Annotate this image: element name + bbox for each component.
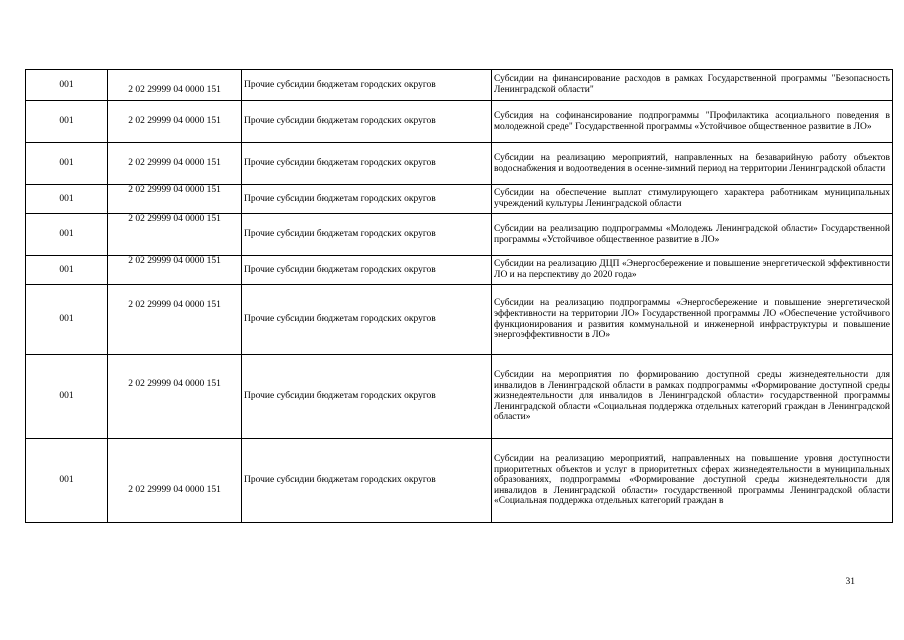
kbk-cell: 2 02 29999 04 0000 151 (108, 101, 242, 143)
table-row (26, 355, 893, 439)
table-row (26, 256, 893, 285)
income-name-cell: Прочие субсидии бюджетам городских округов (242, 185, 492, 214)
description-cell: Субсидии на реализацию мероприятий, направленных на повышение уровня доступности приоритетных объектов и услуг в приоритетных сферах жизнедеятельности в муниципальных образованиях, подпрограммы «Формирование доступной среды жизнедеятельности для инвалидов в Ленинградской области» государственной программы Ленинградской области «Социальная поддержка отдельных категорий граждан в (492, 439, 893, 523)
page-number: 31 (845, 577, 855, 587)
admin-code-cell: 001 (26, 285, 108, 355)
description-cell: Субсидии на мероприятия по формированию доступной среды жизнедеятельности для инвалидов в Ленинградской области в рамках подпрограммы «Формирование доступной среды жизнедеятельности для инвалидов в Ленинградской области» государственной программы Ленинградской области «Социальная поддержка отдельных категорий граждан в Ленинградской области» (492, 355, 893, 439)
admin-code-cell: 001 (26, 214, 108, 256)
kbk-cell: 2 02 29999 04 0000 151 (108, 355, 242, 439)
description-cell: Субсидии на реализацию подпрограммы «Энергосбережение и повышение энергетической эффективности на территории ЛО» Государственной программы ЛО «Обеспечение устойчивого функционирования и развития коммунальной и инженерной инфраструктуры и повышение энергоэффективности в ЛО» (492, 285, 893, 355)
income-name-cell: Прочие субсидии бюджетам городских округов (242, 285, 492, 355)
kbk-cell: 2 02 29999 04 0000 151 (108, 285, 242, 355)
description-cell: Субсидии на обеспечение выплат стимулирующего характера работникам муниципальных учреждений культуры Ленинградской области (492, 185, 893, 214)
income-name-cell: Прочие субсидии бюджетам городских округов (242, 70, 492, 101)
description-cell: Субсидии на финансирование расходов в рамках Государственной программы "Безопасность Ленинградской области" (492, 70, 893, 101)
admin-code-cell: 001 (26, 185, 108, 214)
kbk-cell: 2 02 29999 04 0000 151 (108, 256, 242, 285)
admin-code-cell: 001 (26, 143, 108, 185)
table-row (26, 285, 893, 355)
income-name-cell: Прочие субсидии бюджетам городских округов (242, 439, 492, 523)
table-row (26, 70, 893, 101)
kbk-cell: 2 02 29999 04 0000 151 (108, 143, 242, 185)
table-row (26, 101, 893, 143)
admin-code-cell: 001 (26, 439, 108, 523)
table-row (26, 214, 893, 256)
budget-classification-table (25, 69, 893, 523)
kbk-cell: 2 02 29999 04 0000 151 (108, 439, 242, 523)
description-cell: Субсидии на реализацию мероприятий, направленных на безаварийную работу объектов водоснабжения и водоотведения в осенне-зимний период на территории Ленинградской области (492, 143, 893, 185)
income-name-cell: Прочие субсидии бюджетам городских округов (242, 355, 492, 439)
admin-code-cell: 001 (26, 101, 108, 143)
kbk-cell: 2 02 29999 04 0000 151 (108, 185, 242, 214)
table-row (26, 143, 893, 185)
description-cell: Субсидии на реализацию подпрограммы «Молодежь Ленинградской области» Государственной программы «Устойчивое общественное развитие в ЛО» (492, 214, 893, 256)
admin-code-cell: 001 (26, 256, 108, 285)
description-cell: Субсидии на реализацию ДЦП «Энергосбережение и повышение энергетической эффективности ЛО и на перспективу до 2020 года» (492, 256, 893, 285)
table-row (26, 185, 893, 214)
kbk-cell: 2 02 29999 04 0000 151 (108, 70, 242, 101)
income-name-cell: Прочие субсидии бюджетам городских округов (242, 101, 492, 143)
kbk-cell: 2 02 29999 04 0000 151 (108, 214, 242, 256)
admin-code-cell: 001 (26, 70, 108, 101)
description-cell: Субсидия на софинансирование подпрограммы "Профилактика асоциального поведения в молодежной среде" Государственной программы «Устойчивое общественное развитие в ЛО» (492, 101, 893, 143)
income-name-cell: Прочие субсидии бюджетам городских округов (242, 143, 492, 185)
income-name-cell: Прочие субсидии бюджетам городских округов (242, 256, 492, 285)
admin-code-cell: 001 (26, 355, 108, 439)
income-name-cell: Прочие субсидии бюджетам городских округов (242, 214, 492, 256)
table-row (26, 439, 893, 523)
